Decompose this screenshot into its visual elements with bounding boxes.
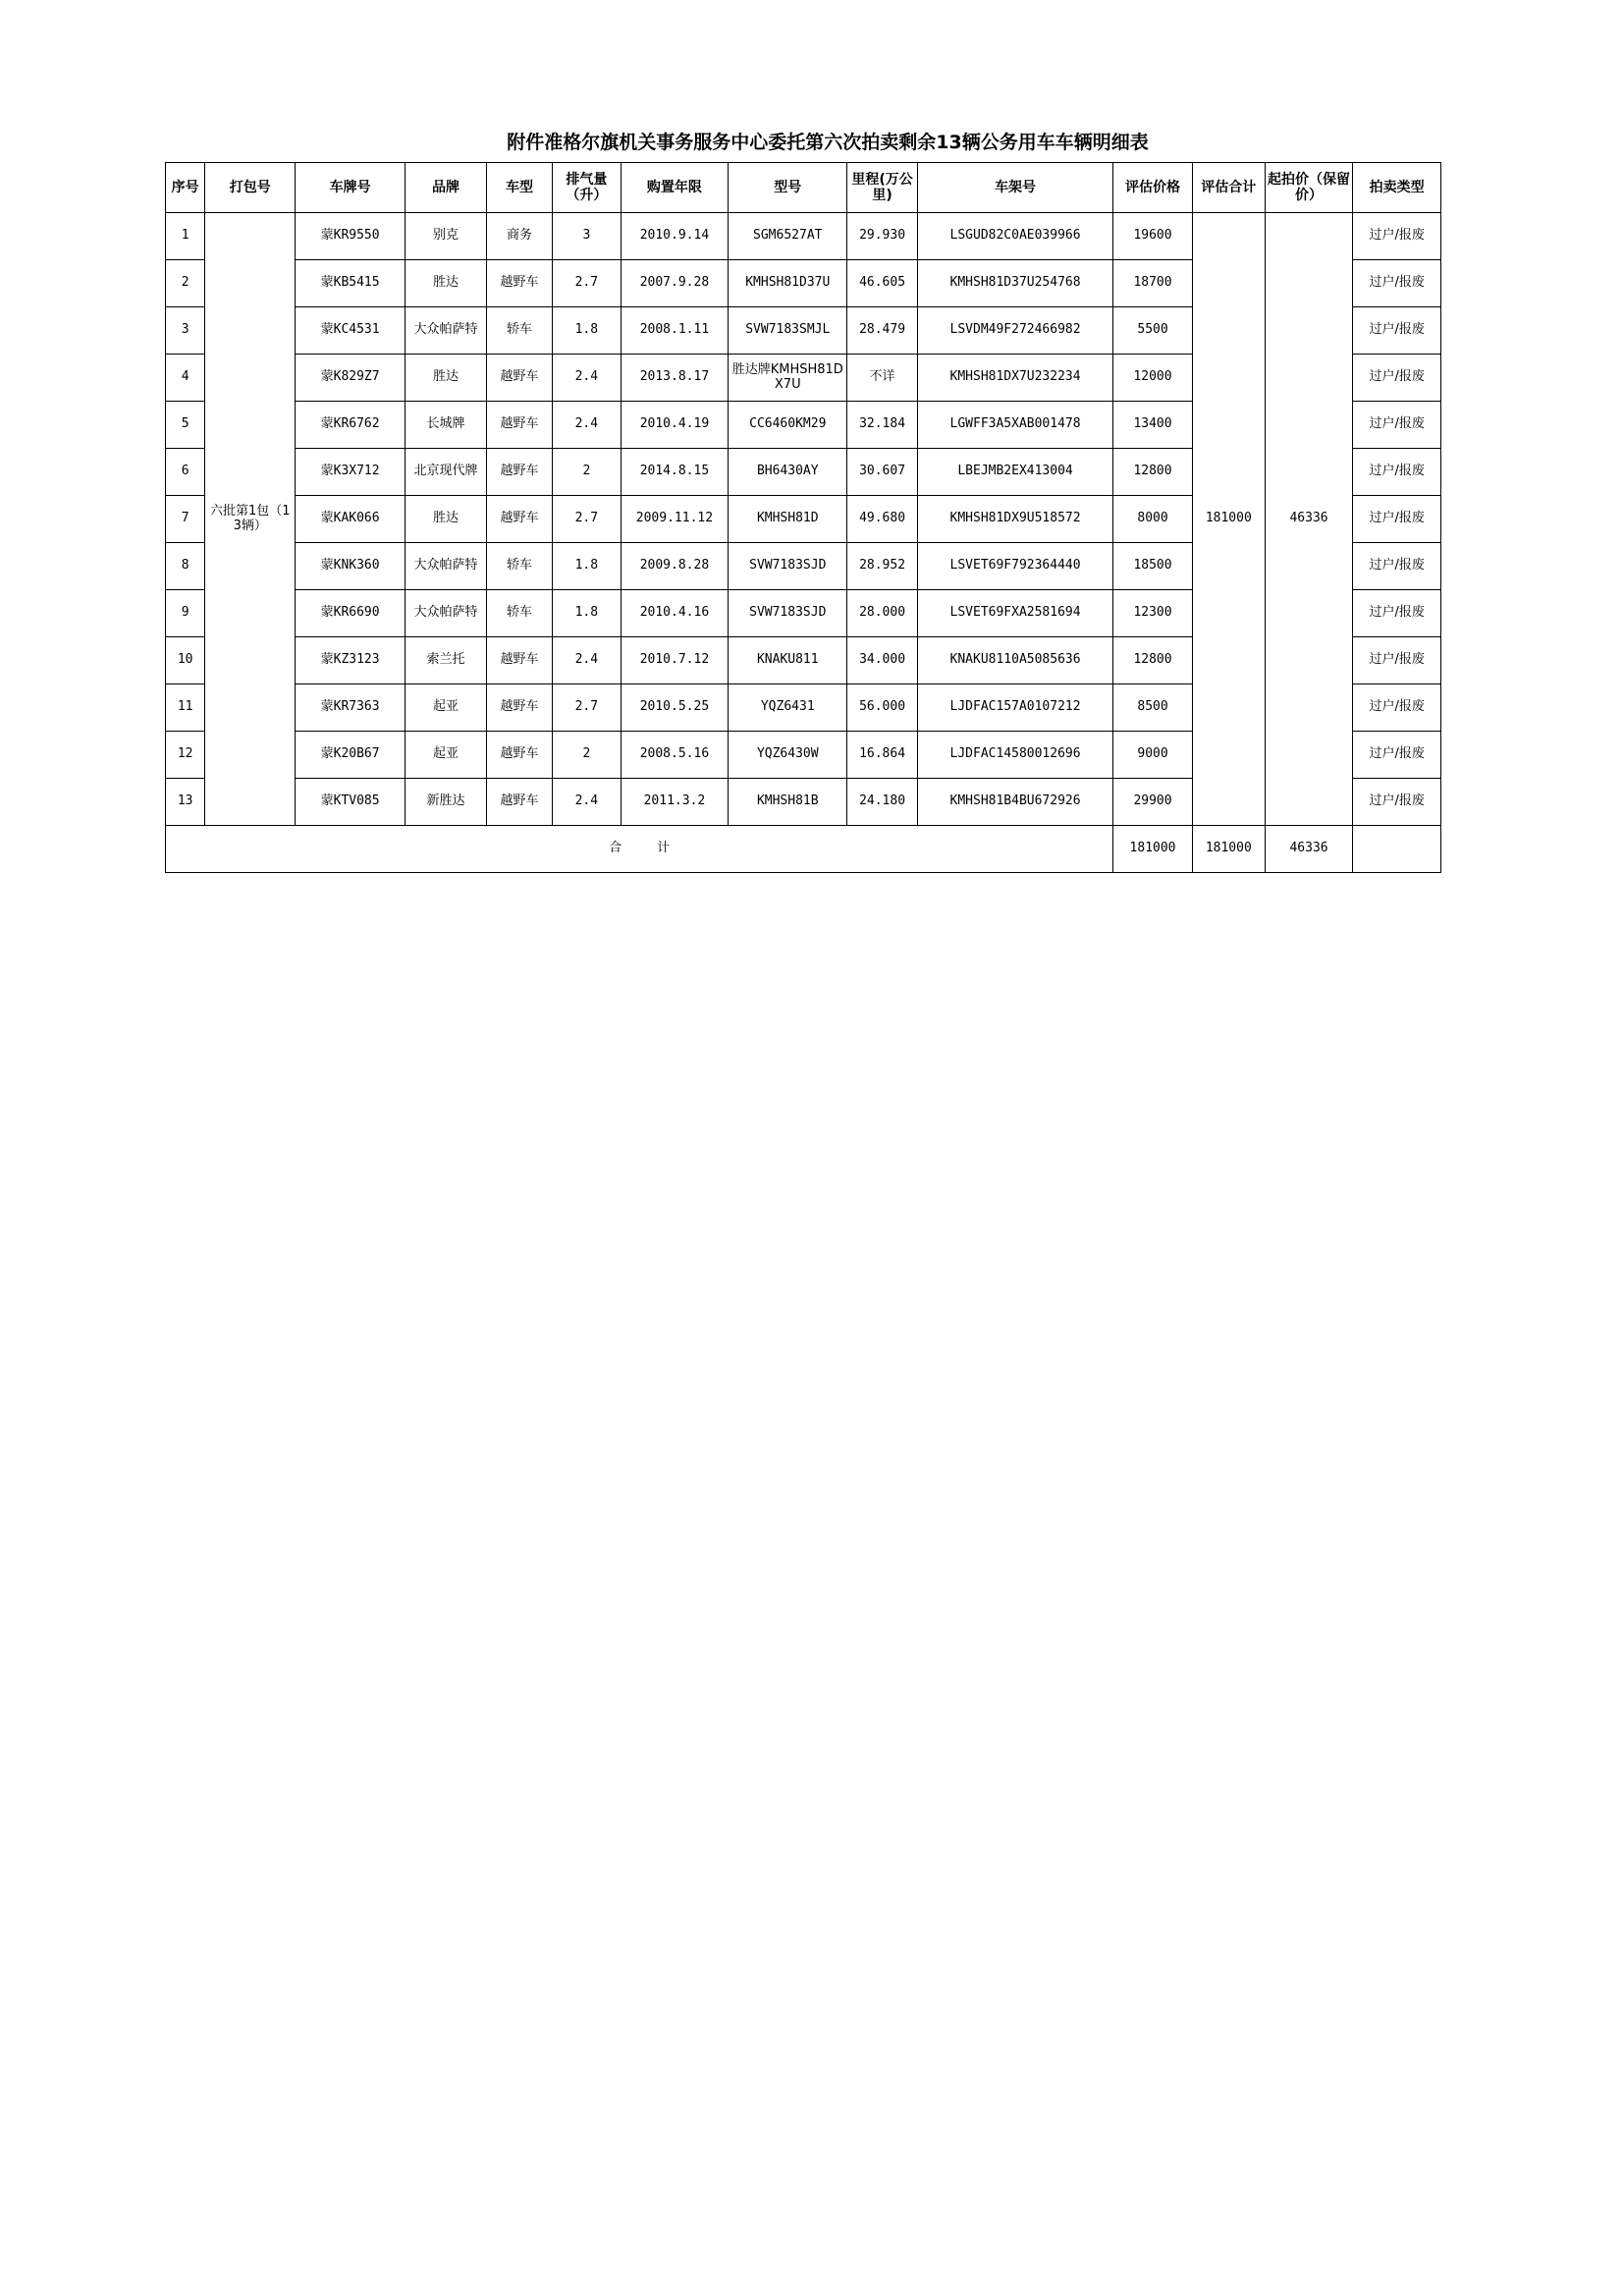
cell-vin: KMHSH81B4BU672926 xyxy=(917,779,1112,826)
col-header-appraisal-total: 评估合计 xyxy=(1192,163,1265,213)
cell-type: 越野车 xyxy=(486,684,552,732)
cell-brand: 胜达 xyxy=(406,496,487,543)
cell-mileage: 29.930 xyxy=(847,213,918,260)
cell-mileage: 32.184 xyxy=(847,402,918,449)
cell-brand: 大众帕萨特 xyxy=(406,590,487,637)
cell-purchase-date: 2008.1.11 xyxy=(621,307,729,355)
total-appraisal-total: 181000 xyxy=(1192,826,1265,873)
cell-displacement: 2.7 xyxy=(553,260,621,307)
cell-brand: 大众帕萨特 xyxy=(406,543,487,590)
cell-no: 11 xyxy=(166,684,205,732)
cell-plate: 蒙KR6690 xyxy=(296,590,406,637)
cell-no: 12 xyxy=(166,732,205,779)
cell-purchase-date: 2008.5.16 xyxy=(621,732,729,779)
cell-no: 4 xyxy=(166,355,205,402)
col-header-mileage: 里程(万公里) xyxy=(847,163,918,213)
cell-mileage: 46.605 xyxy=(847,260,918,307)
cell-displacement: 2.4 xyxy=(553,355,621,402)
cell-auction-type: 过户/报废 xyxy=(1353,402,1441,449)
cell-brand: 胜达 xyxy=(406,355,487,402)
cell-appraisal: 8000 xyxy=(1113,496,1193,543)
cell-start-price: 46336 xyxy=(1265,213,1353,826)
cell-type: 越野车 xyxy=(486,449,552,496)
cell-appraisal: 18500 xyxy=(1113,543,1193,590)
cell-plate: 蒙KNK360 xyxy=(296,543,406,590)
cell-vin: LSGUD82C0AE039966 xyxy=(917,213,1112,260)
cell-plate: 蒙KR9550 xyxy=(296,213,406,260)
cell-plate: 蒙KAK066 xyxy=(296,496,406,543)
cell-mileage: 28.952 xyxy=(847,543,918,590)
cell-vin: LJDFAC157A0107212 xyxy=(917,684,1112,732)
cell-vin: LJDFAC14580012696 xyxy=(917,732,1112,779)
table-row xyxy=(166,213,1441,260)
cell-plate: 蒙KB5415 xyxy=(296,260,406,307)
cell-auction-type: 过户/报废 xyxy=(1353,684,1441,732)
col-header-brand: 品牌 xyxy=(406,163,487,213)
cell-model: KNAKU811 xyxy=(729,637,847,684)
cell-displacement: 1.8 xyxy=(553,543,621,590)
cell-auction-type: 过户/报废 xyxy=(1353,260,1441,307)
cell-purchase-date: 2011.3.2 xyxy=(621,779,729,826)
cell-displacement: 2.4 xyxy=(553,779,621,826)
col-header-type: 车型 xyxy=(486,163,552,213)
col-header-auction-type: 拍卖类型 xyxy=(1353,163,1441,213)
cell-auction-type: 过户/报废 xyxy=(1353,637,1441,684)
cell-no: 10 xyxy=(166,637,205,684)
cell-plate: 蒙KZ3123 xyxy=(296,637,406,684)
page-title xyxy=(165,128,1451,154)
cell-auction-type: 过户/报废 xyxy=(1353,732,1441,779)
cell-mileage: 49.680 xyxy=(847,496,918,543)
cell-appraisal: 12800 xyxy=(1113,449,1193,496)
cell-plate: 蒙KR6762 xyxy=(296,402,406,449)
cell-brand: 起亚 xyxy=(406,684,487,732)
col-header-purchase-date: 购置年限 xyxy=(621,163,729,213)
cell-no: 8 xyxy=(166,543,205,590)
cell-brand: 别克 xyxy=(406,213,487,260)
cell-mileage: 34.000 xyxy=(847,637,918,684)
cell-no: 2 xyxy=(166,260,205,307)
cell-model: SVW7183SMJL xyxy=(729,307,847,355)
cell-type: 越野车 xyxy=(486,496,552,543)
cell-vin: LBEJMB2EX413004 xyxy=(917,449,1112,496)
col-header-appraisal: 评估价格 xyxy=(1113,163,1193,213)
table-header-row xyxy=(166,163,1441,213)
cell-mileage: 30.607 xyxy=(847,449,918,496)
cell-appraisal: 19600 xyxy=(1113,213,1193,260)
cell-purchase-date: 2010.5.25 xyxy=(621,684,729,732)
cell-no: 7 xyxy=(166,496,205,543)
cell-auction-type: 过户/报废 xyxy=(1353,779,1441,826)
cell-purchase-date: 2009.8.28 xyxy=(621,543,729,590)
cell-brand: 新胜达 xyxy=(406,779,487,826)
cell-vin: LGWFF3A5XAB001478 xyxy=(917,402,1112,449)
cell-model: SGM6527AT xyxy=(729,213,847,260)
vehicle-detail-table xyxy=(165,162,1441,873)
col-header-plate: 车牌号 xyxy=(296,163,406,213)
cell-model: BH6430AY xyxy=(729,449,847,496)
cell-auction-type: 过户/报废 xyxy=(1353,355,1441,402)
cell-type: 轿车 xyxy=(486,590,552,637)
cell-mileage: 28.479 xyxy=(847,307,918,355)
cell-no: 6 xyxy=(166,449,205,496)
cell-type: 越野车 xyxy=(486,779,552,826)
cell-appraisal: 12300 xyxy=(1113,590,1193,637)
cell-plate: 蒙K829Z7 xyxy=(296,355,406,402)
col-header-package: 打包号 xyxy=(205,163,296,213)
cell-plate: 蒙KR7363 xyxy=(296,684,406,732)
cell-no: 5 xyxy=(166,402,205,449)
total-auction-type xyxy=(1353,826,1441,873)
cell-type: 越野车 xyxy=(486,355,552,402)
cell-vin: LSVET69FXA2581694 xyxy=(917,590,1112,637)
table-body xyxy=(166,213,1441,873)
cell-mileage: 56.000 xyxy=(847,684,918,732)
title-text: 准格尔旗机关事务服务中心委托第六次拍卖剩余13辆公务用车车辆明细表 xyxy=(544,132,1149,153)
cell-model: KMHSH81D xyxy=(729,496,847,543)
cell-model: KMHSH81D37U xyxy=(729,260,847,307)
cell-no: 9 xyxy=(166,590,205,637)
cell-brand: 索兰托 xyxy=(406,637,487,684)
cell-model: SVW7183SJD xyxy=(729,543,847,590)
cell-type: 轿车 xyxy=(486,307,552,355)
cell-purchase-date: 2013.8.17 xyxy=(621,355,729,402)
cell-appraisal: 12800 xyxy=(1113,637,1193,684)
cell-brand: 起亚 xyxy=(406,732,487,779)
col-header-start-price: 起拍价（保留价） xyxy=(1265,163,1353,213)
cell-displacement: 2.7 xyxy=(553,496,621,543)
cell-purchase-date: 2010.7.12 xyxy=(621,637,729,684)
cell-appraisal: 29900 xyxy=(1113,779,1193,826)
cell-model: YQZ6430W xyxy=(729,732,847,779)
cell-displacement: 2.4 xyxy=(553,402,621,449)
cell-brand: 胜达 xyxy=(406,260,487,307)
cell-displacement: 2 xyxy=(553,732,621,779)
cell-no: 3 xyxy=(166,307,205,355)
col-header-model: 型号 xyxy=(729,163,847,213)
cell-auction-type: 过户/报废 xyxy=(1353,590,1441,637)
cell-purchase-date: 2010.4.16 xyxy=(621,590,729,637)
cell-model: CC6460KM29 xyxy=(729,402,847,449)
cell-auction-type: 过户/报废 xyxy=(1353,213,1441,260)
cell-appraisal: 8500 xyxy=(1113,684,1193,732)
cell-brand: 北京现代牌 xyxy=(406,449,487,496)
cell-displacement: 2 xyxy=(553,449,621,496)
cell-mileage: 不详 xyxy=(847,355,918,402)
cell-vin: LSVDM49F272466982 xyxy=(917,307,1112,355)
cell-package: 六批第1包（13辆） xyxy=(205,213,296,826)
col-header-vin: 车架号 xyxy=(917,163,1112,213)
cell-brand: 大众帕萨特 xyxy=(406,307,487,355)
col-header-displacement: 排气量（升） xyxy=(553,163,621,213)
document-body xyxy=(165,128,1451,873)
cell-auction-type: 过户/报废 xyxy=(1353,496,1441,543)
cell-vin: KMHSH81DX9U518572 xyxy=(917,496,1112,543)
cell-vin: KMHSH81DX7U232234 xyxy=(917,355,1112,402)
cell-type: 轿车 xyxy=(486,543,552,590)
cell-type: 越野车 xyxy=(486,260,552,307)
cell-brand: 长城牌 xyxy=(406,402,487,449)
cell-displacement: 2.4 xyxy=(553,637,621,684)
cell-appraisal: 13400 xyxy=(1113,402,1193,449)
cell-mileage: 16.864 xyxy=(847,732,918,779)
table-total-row xyxy=(166,826,1441,873)
cell-vin: KNAKU8110A5085636 xyxy=(917,637,1112,684)
cell-model: SVW7183SJD xyxy=(729,590,847,637)
cell-plate: 蒙KC4531 xyxy=(296,307,406,355)
cell-no: 13 xyxy=(166,779,205,826)
cell-auction-type: 过户/报废 xyxy=(1353,307,1441,355)
cell-model: KMHSH81B xyxy=(729,779,847,826)
total-start-price: 46336 xyxy=(1265,826,1353,873)
cell-type: 越野车 xyxy=(486,732,552,779)
cell-plate: 蒙K20B67 xyxy=(296,732,406,779)
cell-appraisal: 5500 xyxy=(1113,307,1193,355)
attachment-label: 附件 xyxy=(507,132,545,153)
cell-vin: KMHSH81D37U254768 xyxy=(917,260,1112,307)
cell-mileage: 24.180 xyxy=(847,779,918,826)
cell-purchase-date: 2014.8.15 xyxy=(621,449,729,496)
cell-displacement: 1.8 xyxy=(553,590,621,637)
col-header-no: 序号 xyxy=(166,163,205,213)
cell-displacement: 2.7 xyxy=(553,684,621,732)
cell-appraisal: 18700 xyxy=(1113,260,1193,307)
cell-plate: 蒙KTV085 xyxy=(296,779,406,826)
cell-model: 胜达牌KMHSH81DX7U xyxy=(729,355,847,402)
cell-purchase-date: 2007.9.28 xyxy=(621,260,729,307)
cell-purchase-date: 2010.4.19 xyxy=(621,402,729,449)
cell-plate: 蒙K3X712 xyxy=(296,449,406,496)
cell-auction-type: 过户/报废 xyxy=(1353,449,1441,496)
total-label: 合计 xyxy=(166,826,1113,873)
cell-appraisal: 9000 xyxy=(1113,732,1193,779)
cell-displacement: 3 xyxy=(553,213,621,260)
cell-no: 1 xyxy=(166,213,205,260)
cell-appraisal-total: 181000 xyxy=(1192,213,1265,826)
cell-model: YQZ6431 xyxy=(729,684,847,732)
total-appraisal: 181000 xyxy=(1113,826,1193,873)
cell-vin: LSVET69F792364440 xyxy=(917,543,1112,590)
cell-purchase-date: 2010.9.14 xyxy=(621,213,729,260)
cell-auction-type: 过户/报废 xyxy=(1353,543,1441,590)
cell-type: 越野车 xyxy=(486,402,552,449)
cell-mileage: 28.000 xyxy=(847,590,918,637)
cell-purchase-date: 2009.11.12 xyxy=(621,496,729,543)
cell-type: 商务 xyxy=(486,213,552,260)
cell-appraisal: 12000 xyxy=(1113,355,1193,402)
cell-displacement: 1.8 xyxy=(553,307,621,355)
cell-type: 越野车 xyxy=(486,637,552,684)
